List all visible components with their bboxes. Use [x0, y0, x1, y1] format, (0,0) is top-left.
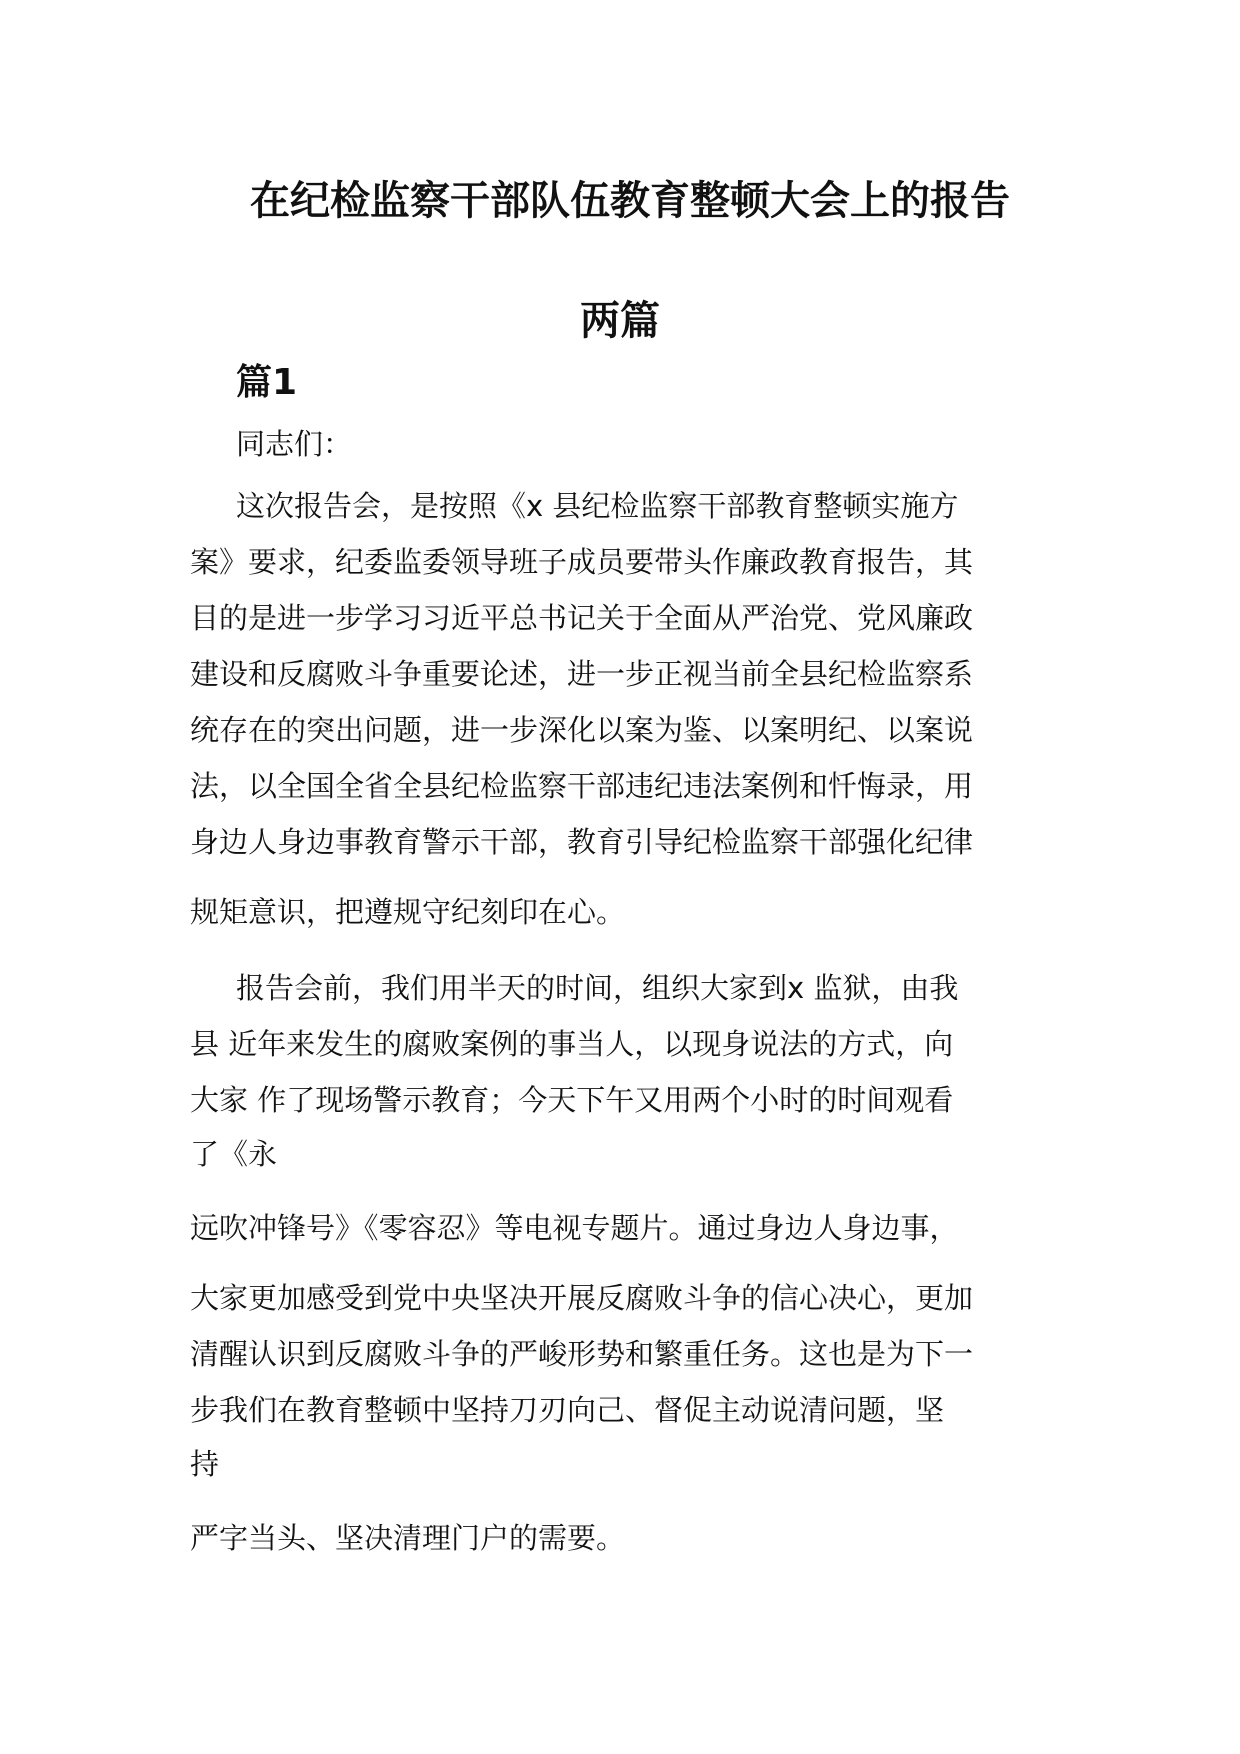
- paragraph-line: 了《永: [190, 1137, 278, 1171]
- paragraph-line: 身边人身边事教育警示干部，教育引导纪检监察干部强化纪律: [190, 825, 974, 859]
- paragraph-line: 步我们在教育整顿中坚持刀刃向己、督促主动说清问题，坚: [190, 1393, 945, 1427]
- paragraph-line: 大家更加感受到党中央坚决开展反腐败斗争的信心决心，更加: [190, 1281, 974, 1315]
- document-title-line-1: 在纪检监察干部队伍教育整顿大会上的报告: [250, 178, 1010, 224]
- document-title-line-2: 两篇: [580, 298, 660, 344]
- paragraph-line: 持: [190, 1447, 220, 1481]
- paragraph-line: 县 近年来发生的腐败案例的事当人，以现身说法的方式，向: [190, 1027, 954, 1061]
- paragraph-line: 建设和反腐败斗争重要论述，进一步正视当前全县纪检监察系: [190, 657, 974, 691]
- paragraph-line: 远吹冲锋号》《零容忍》等电视专题片。通过身边人身边事，: [190, 1211, 959, 1245]
- paragraph-line: 规矩意识，把遵规守纪刻印在心。: [190, 895, 626, 929]
- salutation: 同志们：: [236, 427, 353, 461]
- paragraph-line: 统存在的突出问题，进一步深化以案为鉴、以案明纪、以案说: [190, 713, 974, 747]
- paragraph-line: 法，以全国全省全县纪检监察干部违纪违法案例和忏悔录，用: [190, 769, 974, 803]
- paragraph-line: 这次报告会，是按照《x 县纪检监察干部教育整顿实施方: [236, 489, 959, 523]
- paragraph-line: 严字当头、坚决清理门户的需要。: [190, 1521, 626, 1555]
- section-heading: 篇1: [236, 362, 298, 403]
- paragraph-line: 报告会前，我们用半天的时间，组织大家到x 监狱，由我: [236, 971, 959, 1005]
- paragraph-line: 案》要求，纪委监委领导班子成员要带头作廉政教育报告，其: [190, 545, 974, 579]
- paragraph-line: 清醒认识到反腐败斗争的严峻形势和繁重任务。这也是为下一: [190, 1337, 974, 1371]
- paragraph-line: 大家 作了现场警示教育；今天下午又用两个小时的时间观看: [190, 1083, 954, 1117]
- paragraph-line: 目的是进一步学习习近平总书记关于全面从严治党、党风廉政: [190, 601, 974, 635]
